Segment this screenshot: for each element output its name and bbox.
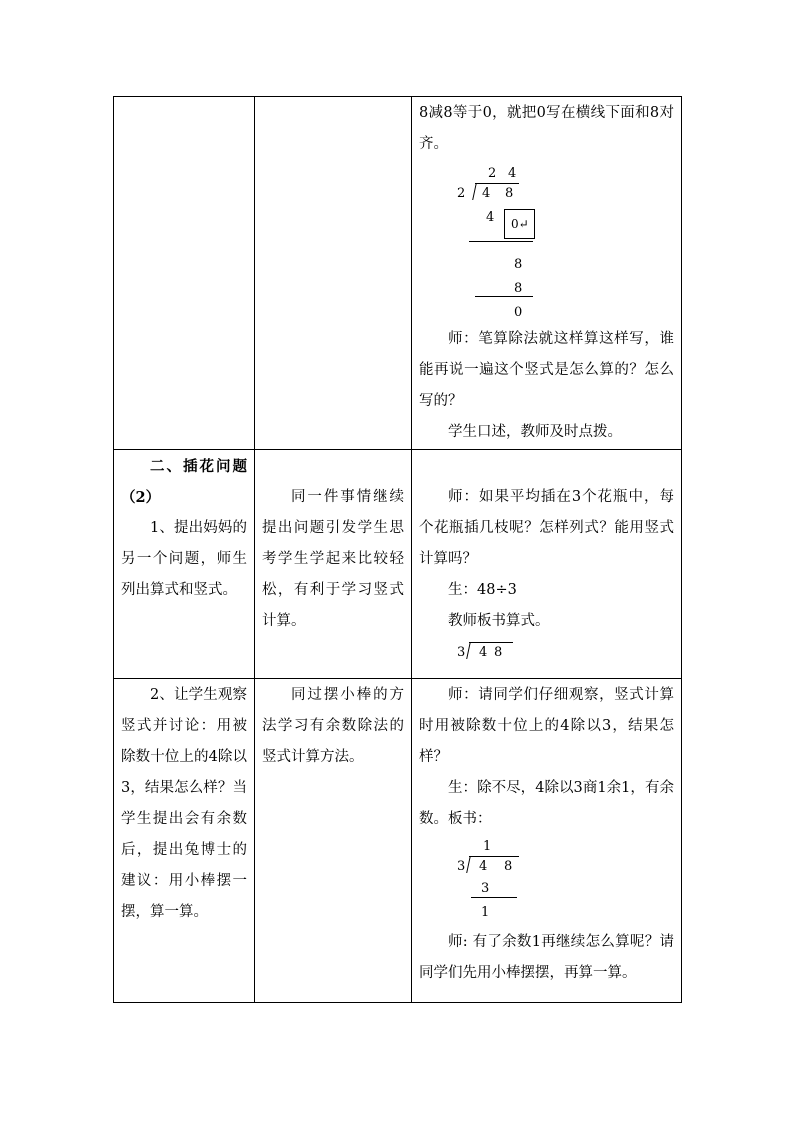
quotient-digit-tens: 2 [488,166,497,181]
process-cell [412,97,682,450]
teacher-action: 教师板书算式。 [448,613,550,629]
explanation-text: 8减8等于0，就把0写在横线下面和8对齐。 [419,105,674,152]
division-bracket [466,642,471,659]
table-row [114,97,682,450]
activity-cell [114,97,255,450]
process-cell [412,679,682,1003]
activity-text: 1、提出妈妈的另一个问题，师生列出算式和竖式。 [121,520,247,598]
dividend-digit-ones: 8 [494,645,503,660]
boxed-zero: 0↵ [511,217,529,231]
intent-cell [255,97,412,450]
table-row [114,450,682,679]
section-heading: 二、插花问题（2） [121,458,247,506]
subtraction-line-1 [469,241,533,242]
activity-cell [114,679,255,1003]
table-row [114,679,682,1003]
dividend-digit-tens: 4 [482,186,491,201]
activity-cell [114,450,255,679]
divisor: 3 [457,645,466,660]
dividend-digit-ones: 8 [504,859,513,874]
activity-text: 2、让学生观察竖式并讨论：用被除数十位上的4除以3，结果怎么样？当学生提出会有余数后，提出兔博士的建议：用小棒摆一摆，算一算。 [121,687,247,920]
divisor: 3 [457,859,466,874]
partial-product-2: 8 [514,281,523,296]
dividend-digit-tens: 4 [479,645,488,660]
student-response: 学生口述，教师及时点拨。 [448,424,622,440]
intent-cell [255,679,412,1003]
intent-cell [255,450,412,679]
remainder: 1 [481,905,490,920]
lesson-plan-table [113,96,682,1003]
division-bracket [466,856,471,873]
partial-product-1: 3 [481,881,490,896]
long-division-48-by-2 [419,160,674,324]
remainder: 0 [514,305,523,320]
intent-text: 同一件事情继续提出问题引发学生思考学生学起来比较轻松，有利于学习竖式计算。 [262,489,404,629]
partial-product-1: 4 [486,210,495,225]
bring-down-digit: 8 [514,257,523,272]
quotient-digit-ones: 4 [508,166,517,181]
teacher-question: 师：笔算除法就这样算这样写，谁能再说一遍这个竖式是怎么算的？怎么写的？ [419,331,674,409]
long-division-48-by-3 [419,637,674,665]
division-bar [475,183,519,184]
process-cell [412,450,682,679]
divisor: 2 [457,186,466,201]
intent-text: 同过摆小棒的方法学习有余数除法的竖式计算方法。 [262,687,404,765]
quotient-digit-tens: 1 [483,839,492,854]
dividend-digit-ones: 8 [505,186,514,201]
division-bar [469,856,519,857]
student-answer: 生：除不尽，4除以3商1余1，有余数。板书： [419,780,674,827]
dividend-digit-tens: 4 [479,859,488,874]
division-bar [469,642,513,643]
division-bracket [472,183,477,200]
teacher-question: 师：请同学们仔细观察，竖式计算时用被除数十位上的4除以3，结果怎样？ [419,687,674,765]
long-division-48-by-3-step [419,835,674,927]
subtraction-line-2 [475,296,533,297]
student-answer: 生：48÷3 [448,582,517,598]
teacher-followup: 师: 有了余数1再继续怎么算呢？请同学们先用小棒摆摆，再算一算。 [419,934,674,981]
subtraction-line [471,897,517,898]
teacher-question: 师：如果平均插在3个花瓶中，每个花瓶插几枝呢？怎样列式？能用竖式计算吗？ [419,489,674,567]
